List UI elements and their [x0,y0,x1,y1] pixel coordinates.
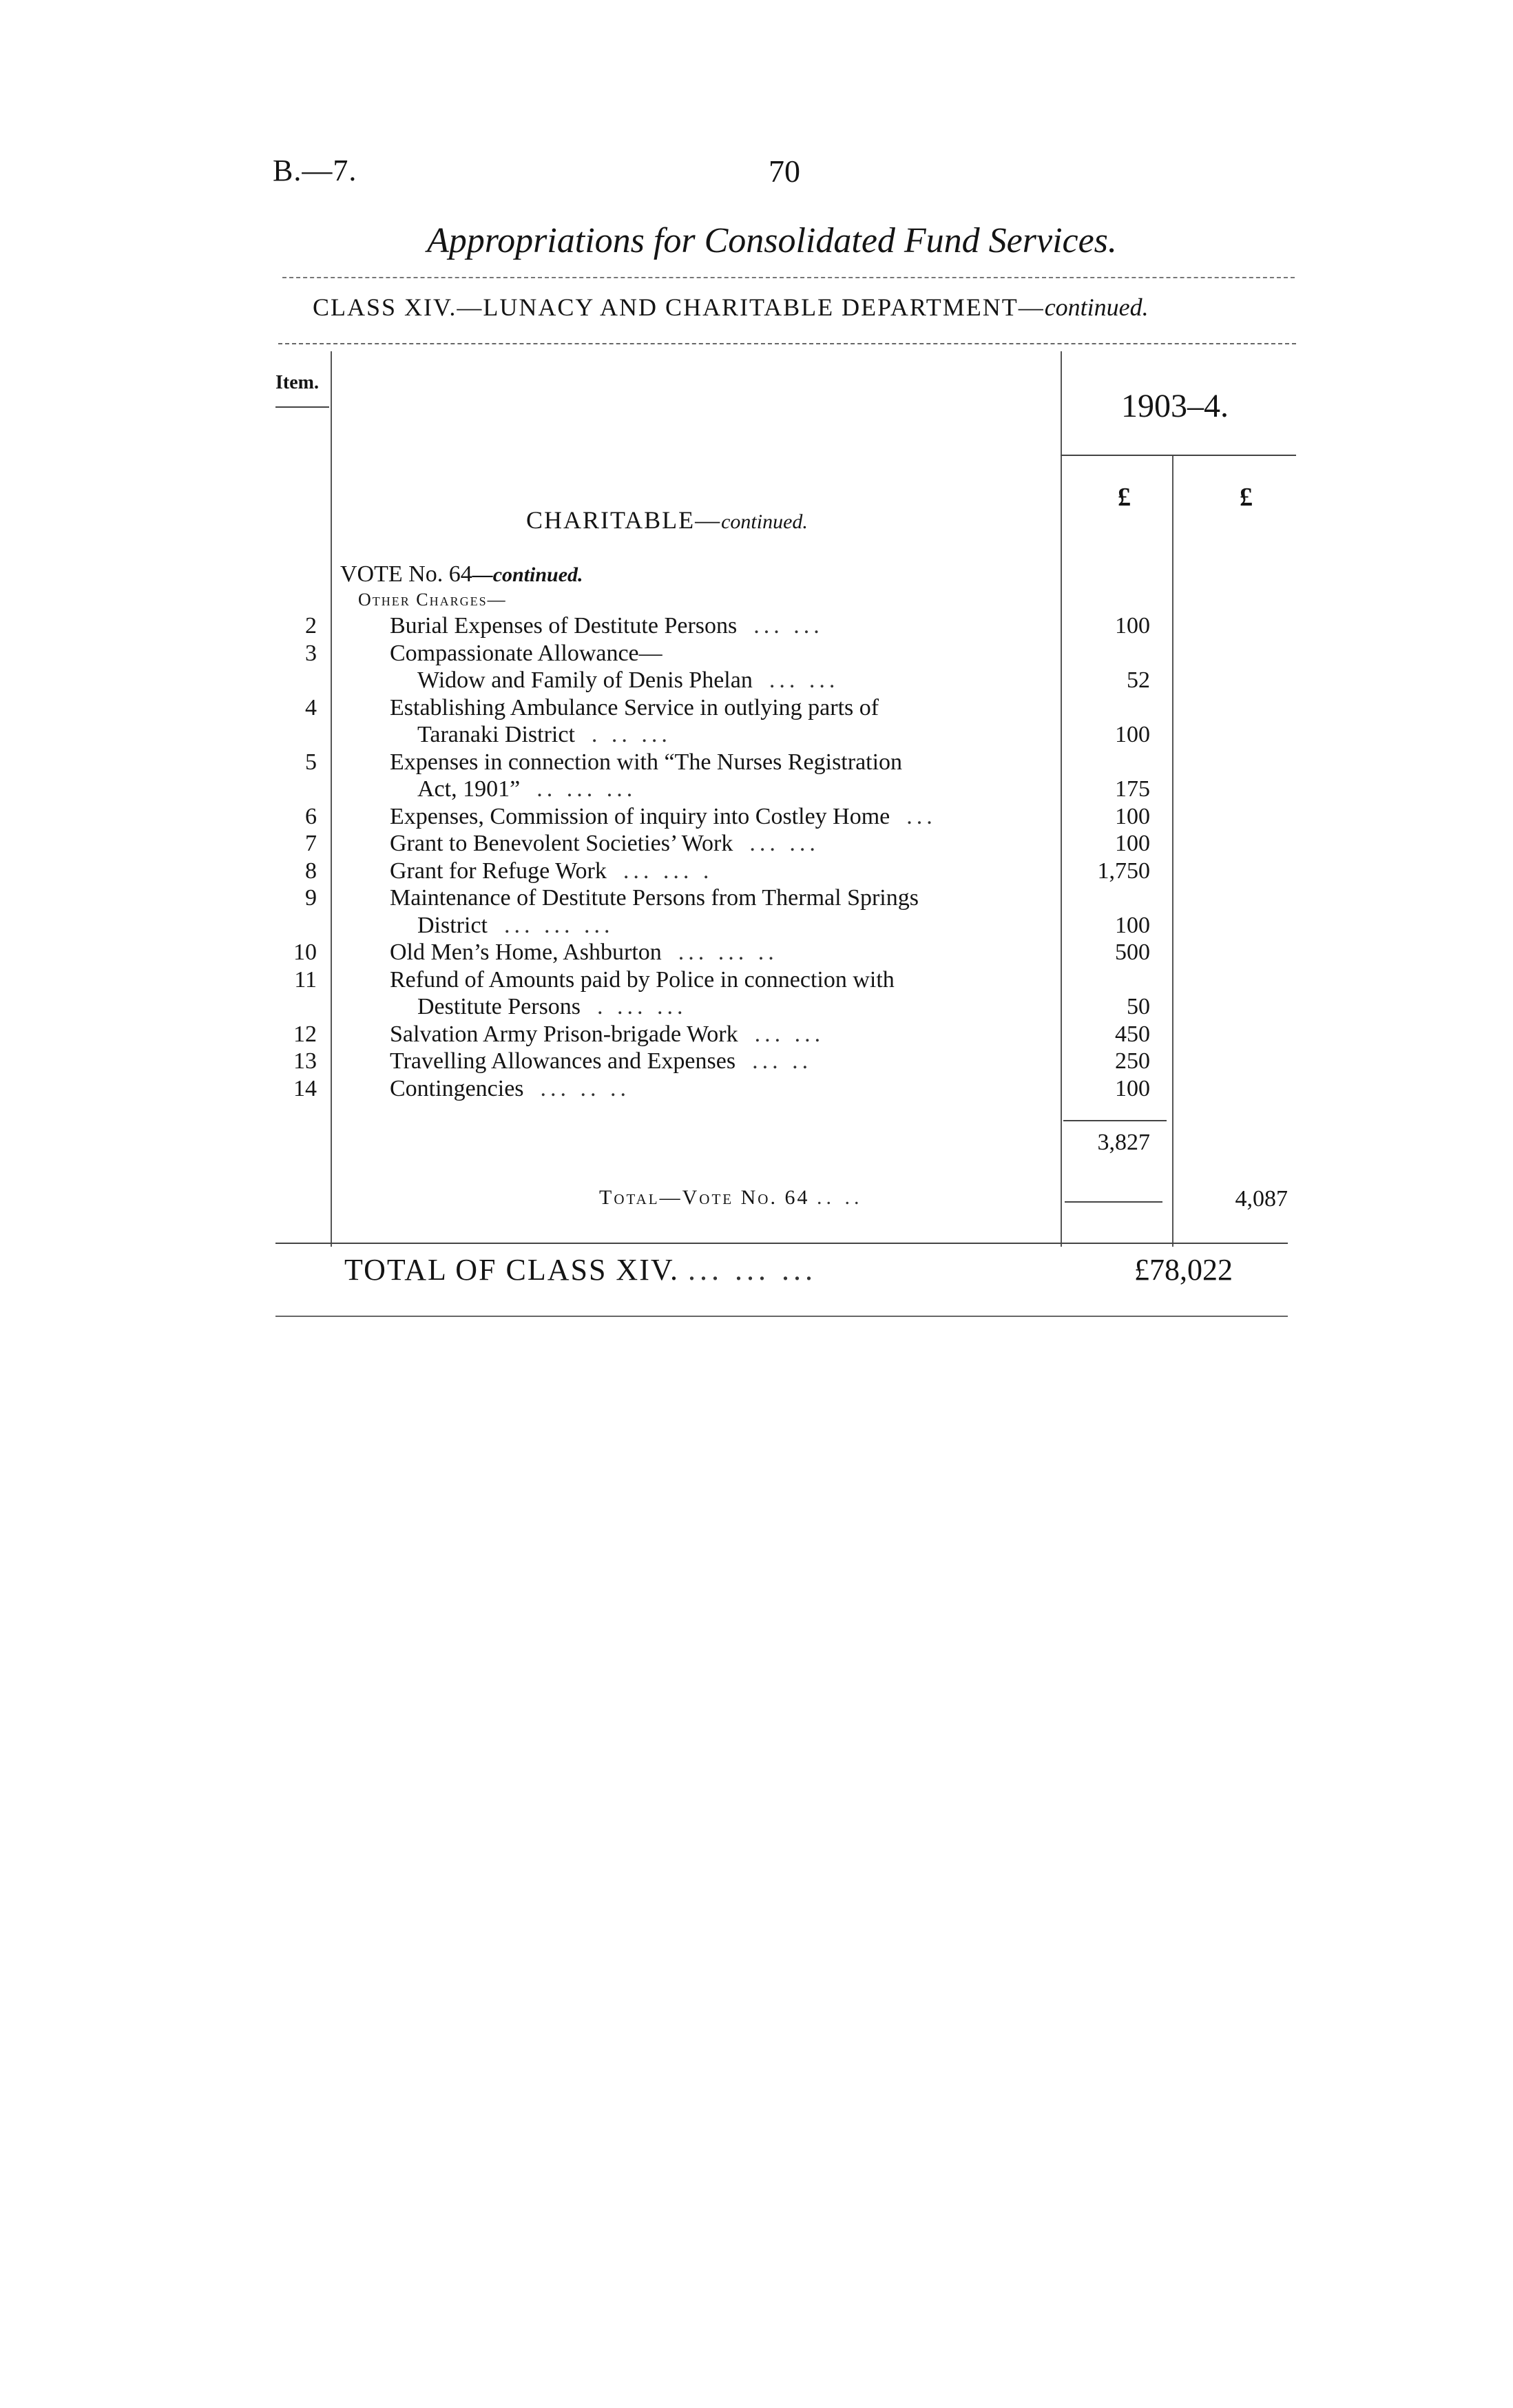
leader-dots: ... ... [753,613,824,639]
item-amount: 500 [1115,940,1150,965]
item-description [390,831,820,857]
table-top-rule [278,343,1296,344]
subheading: Other Charges— [358,590,507,610]
item-description [390,940,778,966]
class-heading-suffix: continued. [1044,293,1149,321]
item-description [390,1021,824,1048]
currency-label-items: £ [1118,483,1131,512]
leader-dots: ... ... ... [503,912,614,938]
item-description [417,913,614,939]
page-title: Appropriations for Consolidated Fund Services. [427,221,1117,260]
item-number: 11 [294,966,317,993]
item-description-text: Compassionate Allowance— [390,640,662,666]
title-rule [282,277,1295,278]
item-description-text: Widow and Family of Denis Phelan [417,667,753,693]
item-number: 9 [305,885,317,911]
item-description [390,749,919,776]
item-amount: 100 [1115,1075,1150,1101]
item-number: 5 [305,749,317,775]
leader-dots: ... ... [754,1021,825,1047]
item-description-text: Maintenance of Destitute Persons from Thermal Springs [390,885,919,911]
item-description [390,613,824,639]
section-heading-suffix: continued. [721,510,808,533]
item-amount: 100 [1115,613,1150,639]
vote-heading [340,561,583,588]
item-number: 7 [305,831,317,856]
page-end-rule [275,1316,1288,1317]
total-vote-amount: 4,087 [1235,1186,1288,1212]
item-amount: 50 [1127,994,1150,1019]
item-description-text: Salvation Army Prison-brigade Work [390,1021,738,1047]
leader-dots: ... .. .. [540,1075,631,1101]
item-head-underline [275,406,329,408]
item-amount: 100 [1115,831,1150,856]
item-number: 8 [305,858,317,884]
section-heading [526,506,808,534]
year-underline [1061,455,1296,456]
item-description [390,858,713,884]
item-description [390,804,937,830]
leader-dots: ... [906,803,937,829]
total-vote-dash [1065,1201,1162,1203]
item-description-text: District [417,912,488,938]
item-description [390,1076,630,1102]
class-total-amount: £78,022 [1134,1253,1233,1287]
item-amount: 1,750 [1097,858,1150,884]
amount-column-divider [1172,455,1173,1247]
item-description [417,776,636,802]
table-bottom-rule [275,1243,1288,1244]
leader-dots: ... ... .. [678,940,778,965]
section-heading-main: CHARITABLE— [526,506,722,534]
item-description-text: Expenses, Commission of inquiry into Costley Home [390,803,890,829]
item-number: 4 [305,694,317,720]
item-description-text: Establishing Ambulance Service in outlying parts of [390,694,879,720]
leader-dots: . ... ... [597,994,687,1019]
item-number: 6 [305,803,317,829]
item-column-header: Item. [275,372,319,393]
item-description [390,1048,812,1075]
item-description [390,885,935,911]
item-description [390,967,911,993]
item-number: 10 [293,940,317,965]
leader-dots: ... .. [752,1048,813,1074]
vote-heading-suffix: —continued. [472,563,583,586]
item-amount: 250 [1115,1048,1150,1074]
item-number: 2 [305,613,317,639]
total-vote-dots: .. .. [816,1186,864,1209]
item-amount: 100 [1115,803,1150,829]
subtotal-amount: 3,827 [1097,1130,1150,1155]
class-total-dots: ... ... ... [687,1253,817,1287]
total-vote-line [599,1186,863,1210]
item-description [417,994,687,1020]
item-amount: 100 [1115,722,1150,747]
document-reference: B.—7. [273,154,357,187]
item-number: 12 [293,1021,317,1047]
class-total-label: TOTAL OF CLASS XIV. [344,1253,679,1287]
leader-dots: ... ... . [623,858,713,884]
class-heading-main: CLASS XIV.—LUNACY AND CHARITABLE DEPARTMENT— [313,293,1045,321]
item-description-text: Old Men’s Home, Ashburton [390,940,662,965]
item-amount: 100 [1115,912,1150,938]
vote-heading-main: VOTE No. 64 [340,561,472,587]
subtotal-rule [1063,1120,1167,1121]
item-description-text: Travelling Allowances and Expenses [390,1048,736,1074]
item-number: 14 [293,1075,317,1101]
item-description-text: Refund of Amounts paid by Police in connection with [390,966,895,993]
leader-dots: ... ... [769,667,839,693]
item-description-text: Taranaki District [417,722,575,747]
leader-dots: .. ... ... [536,776,637,802]
item-description [390,695,895,721]
item-description [417,722,671,748]
item-amount: 175 [1115,776,1150,802]
item-description [417,667,839,694]
item-description-text: Expenses in connection with “The Nurses Registration [390,749,903,775]
leader-dots: ... ... [749,831,820,856]
year-column-header: 1903–4. [1121,388,1229,424]
item-description-text: Grant for Refuge Work [390,858,607,884]
item-description-text: Grant to Benevolent Societies’ Work [390,831,733,856]
page-number: 70 [769,154,800,189]
total-vote-label: Total—Vote No. 64 [599,1186,810,1209]
item-description-text: Act, 1901” [417,776,521,802]
item-amount: 450 [1115,1021,1150,1047]
item-description-text: Burial Expenses of Destitute Persons [390,613,738,639]
currency-label-total: £ [1240,483,1253,512]
item-description [390,641,679,667]
class-heading [313,293,1149,322]
item-amount: 52 [1127,667,1150,693]
leader-dots: . .. ... [591,722,671,747]
item-description-text: Contingencies [390,1075,524,1101]
item-number: 13 [293,1048,317,1074]
item-description-text: Destitute Persons [417,994,581,1019]
class-total-line [344,1252,817,1287]
item-column-divider [331,351,332,1247]
item-number: 3 [305,640,317,666]
